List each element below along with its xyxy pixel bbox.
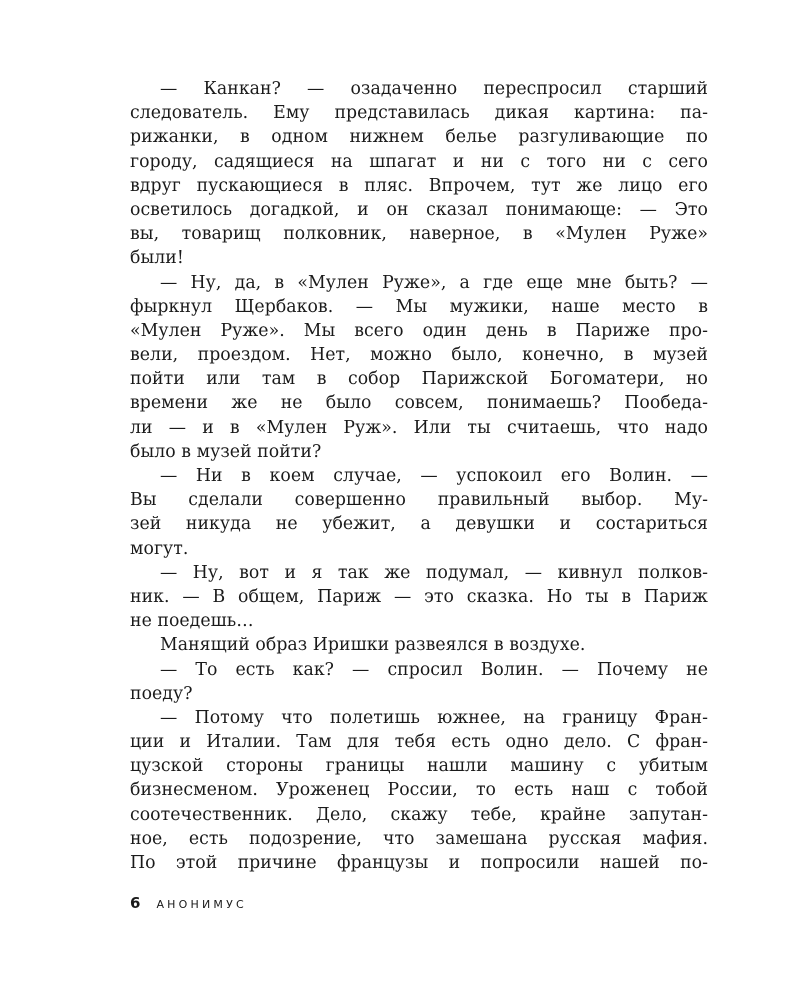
- text-line: были!: [130, 248, 184, 269]
- text-line: — Ни в коем случае, — успокоил его Волин. —: [160, 466, 708, 486]
- text-line: «Мулен Руже». Мы всего один день в Париже про-: [130, 320, 708, 341]
- body-text: [130, 77, 708, 875]
- text-line: цузской стороны границы нашли машину с убитым: [130, 756, 708, 777]
- text-line: Манящий образ Иришки развеялся в воздухе.: [160, 635, 586, 656]
- text-line: ции и Италии. Там для тебя есть одно дело. С фран-: [130, 732, 708, 753]
- text-line: вдруг пускающиеся в пляс. Впрочем, тут же лицо его: [130, 175, 708, 196]
- text-line: — Ну, вот и я так же подумал, — кивнул полков-: [160, 562, 708, 583]
- text-line: бизнесменом. Уроженец России, то есть наш с тобой: [130, 780, 708, 801]
- text-line: рижанки, в одном нижнем белье разгуливающие по: [130, 127, 708, 148]
- text-line: — Ну, да, в «Мулен Руже», а где еще мне быть? —: [160, 272, 708, 293]
- page-number: 6: [130, 894, 141, 912]
- text-line: — То есть как? — спросил Волин. — Почему не: [160, 659, 708, 680]
- text-line: фыркнул Щербаков. — Мы мужики, наше место в: [130, 296, 708, 317]
- text-line: соотечественник. Дело, скажу тебе, крайне запутан-: [130, 804, 708, 825]
- text-line: не поедешь…: [130, 611, 254, 632]
- text-line: городу, садящиеся на шпагат и ни с того ни с сего: [130, 151, 708, 172]
- text-line: вели, проездом. Нет, можно было, конечно, в музей: [130, 345, 708, 366]
- page-footer: [130, 892, 247, 914]
- text-line: пойти или там в собор Парижской Богоматери, но: [130, 369, 708, 390]
- text-line: По этой причине французы и попросили нашей по-: [130, 853, 708, 873]
- text-line: зей никуда не убежит, а девушки и состариться: [130, 514, 708, 535]
- text-line: осветилось догадкой, и он сказал понимающе: — Это: [130, 199, 708, 220]
- text-line: было в музей пойти?: [130, 441, 322, 462]
- text-line: поеду?: [130, 683, 193, 704]
- text-line: — Потому что полетишь южнее, на границу Фран-: [160, 707, 708, 728]
- text-line: ли — и в «Мулен Руж». Или ты считаешь, что надо: [130, 417, 708, 438]
- text-line: могут.: [130, 538, 189, 559]
- text-line: ное, есть подозрение, что замешана русская мафия.: [130, 828, 708, 849]
- text-line: следователь. Ему представилась дикая картина: па-: [130, 103, 708, 124]
- text-line: вы, товарищ полковник, наверное, в «Мулен Руже»: [130, 224, 708, 245]
- text-line: ник. — В общем, Париж — это сказка. Но ты в Париж: [130, 586, 708, 607]
- text-line: — Канкан? — озадаченно переспросил старший: [160, 79, 708, 99]
- text-line: Вы сделали совершенно правильный выбор. Му-: [130, 490, 708, 511]
- running-head: АНОНИМУС: [156, 898, 247, 911]
- text-line: времени же не было совсем, понимаешь? Пообеда-: [130, 393, 708, 414]
